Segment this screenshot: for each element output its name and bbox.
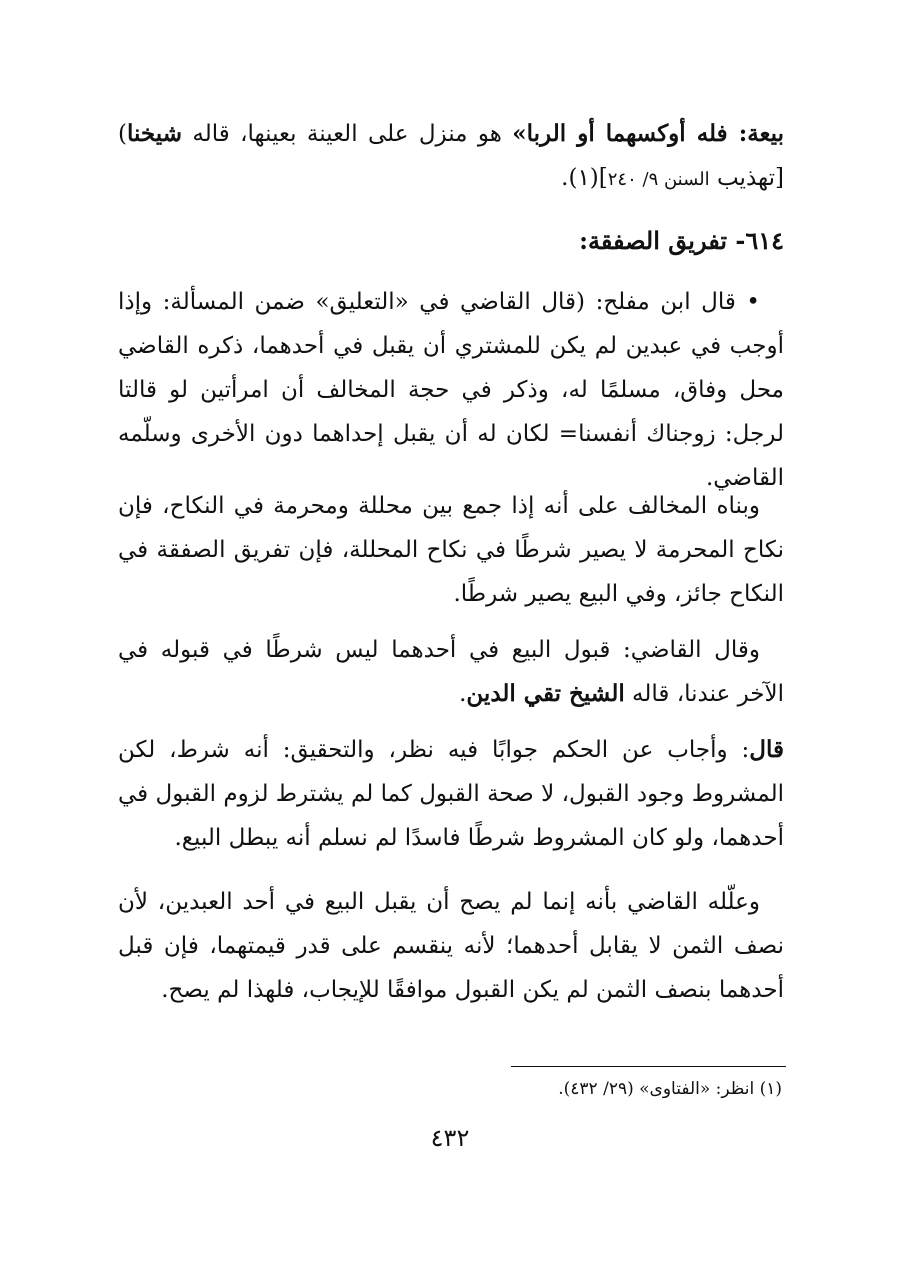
section-heading: ٦١٤- تفريق الصفقة:: [579, 226, 784, 255]
footnote-reference: ](١).: [561, 165, 608, 191]
paragraph: [118, 728, 784, 860]
bold-phrase: الشيخ تقي الدين: [466, 680, 625, 707]
page-number: ٤٣٢: [430, 1124, 470, 1152]
text-run: .: [459, 681, 467, 707]
text-run: ) [تهذيب: [118, 121, 784, 191]
bold-phrase: قال: [749, 736, 784, 763]
paragraph: وبناه المخالف على أنه إذا جمع بين محللة ومحرمة في النكاح، فإن نكاح المحرمة لا يصير شرطًا في نكاح المحللة، فإن تفريق الصفقة في النكاح جائز، وفي البيع يصير شرطًا.: [118, 493, 784, 607]
text-run: وقال القاضي: قبول البيع في أحدهما ليس شرطًا في قبوله في الآخر عندنا، قاله: [118, 637, 784, 707]
bold-phrase: بيعة: فله أوكسهما أو الربا»: [512, 120, 784, 147]
paragraph-continuation: [118, 112, 784, 202]
reference-text: السنن ٩/ ٢٤٠: [607, 169, 710, 190]
paragraph: [118, 628, 784, 716]
footnote-divider: [511, 1066, 786, 1067]
paragraph: وعلّله القاضي بأنه إنما لم يصح أن يقبل البيع في أحد العبدين، لأن نصف الثمن لا يقابل أحدهما؛ لأنه ينقسم على قدر قيمتهما، فإن قبل أحدهما بنصف الثمن لم يكن القبول موافقًا للإيجاب، فلهذا لم يصح.: [118, 889, 784, 1003]
bold-phrase: شيخنا: [126, 120, 182, 147]
paragraph: • قال ابن مفلح: (قال القاضي في «التعليق» ضمن المسألة: وإذا أوجب في عبدين لم يكن للمشتري أن يقبل في أحدهما، ذكره القاضي محل وفاق، مسلمًا له، وذكر في حجة المخالف أن امرأتين لو قالتا لرجل: زوجناك أنفسنا= لكان له أن يقبل إحداهما دون الأخرى وسلّمه القاضي.: [118, 289, 784, 491]
footnote: (١) انظر: «الفتاوى» (٢٩/ ٤٣٢).: [558, 1079, 782, 1099]
text-run: : وأجاب عن الحكم جوابًا فيه نظر، والتحقيق: أنه شرط، لكن المشروط وجود القبول، لا صحة القبول كما لم يشترط لزوم القبول في أحدهما، ولو كان المشروط شرطًا فاسدًا لم نسلم أنه يبطل البيع.: [118, 737, 784, 851]
text-run: هو منزل على العينة بعينها، قاله: [182, 121, 513, 147]
